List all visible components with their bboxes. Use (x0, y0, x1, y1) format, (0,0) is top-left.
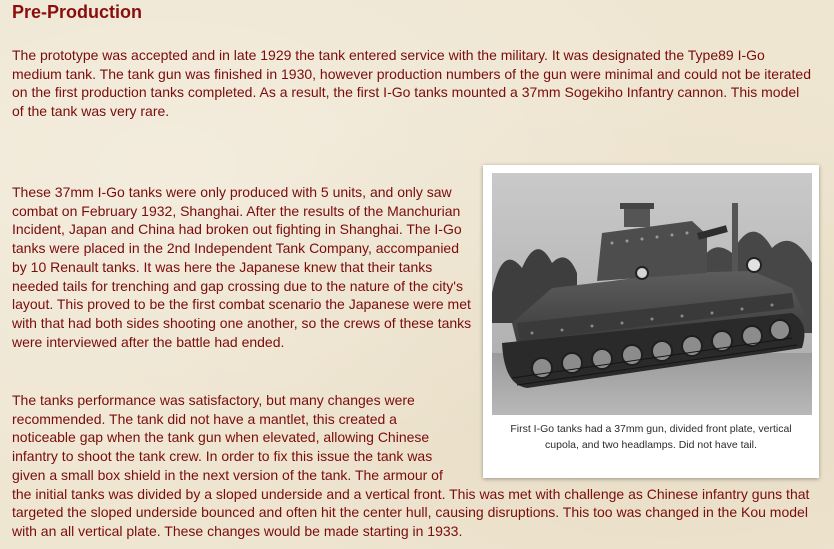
section-title: Pre-Production (12, 2, 143, 22)
tank-photo (492, 173, 812, 415)
paragraph-performance: The tanks performance was satisfactory, but many changes were recommended. The tank did not have a mantlet, this created a noticeable gap when the tank gun when elevated, allowing Chinese infantry to shoot the tank crew. In order to fix this issue the tank was given a small box shield in the next version of the tank. The armour of the initial tanks was divided by a sloped underside and a vertical front. This was met with challenge as Chinese infantry guns that targeted the sloped underside bounced and often hit the center hull, causing disruptions. This too was changed in the Kou model with an all vertical plate. These changes would be made starting in 1933. (12, 392, 810, 539)
tank-figure (483, 165, 819, 478)
figure-caption: First I-Go tanks had a 37mm gun, divided front plate, vertical cupola, and two headlamps. Did not have tail. (510, 423, 792, 451)
paragraph-combat: These 37mm I-Go tanks were only produced with 5 units, and only saw combat on February 1932, Shanghai. After the results of the Manchurian Incident, Japan and China had broken out fighting in Shanghai. The I-Go tanks were placed in the 2nd Independent Tank Company, accompanied by 10 Renault tanks. It was here the Japanese knew that their tanks needed tails for trenching and gap crossing due to the nature of the city's layout. This proved to be the first combat scenario the Japanese were met with that had both sides shooting one another, so the crews of these tanks were interviewed after the battle had ended. (12, 184, 472, 350)
paragraph-prototype: The prototype was accepted and in late 1929 the tank entered service with the military. It was designated the Type89 I-Go medium tank. The tank gun was finished in 1930, however production numbers of the gun were minimal and could not be iterated on the first production tanks completed. As a result, the first I-Go tanks mounted a 37mm Sogekiho Infantry cannon. This model of the tank was very rare. (12, 47, 811, 120)
